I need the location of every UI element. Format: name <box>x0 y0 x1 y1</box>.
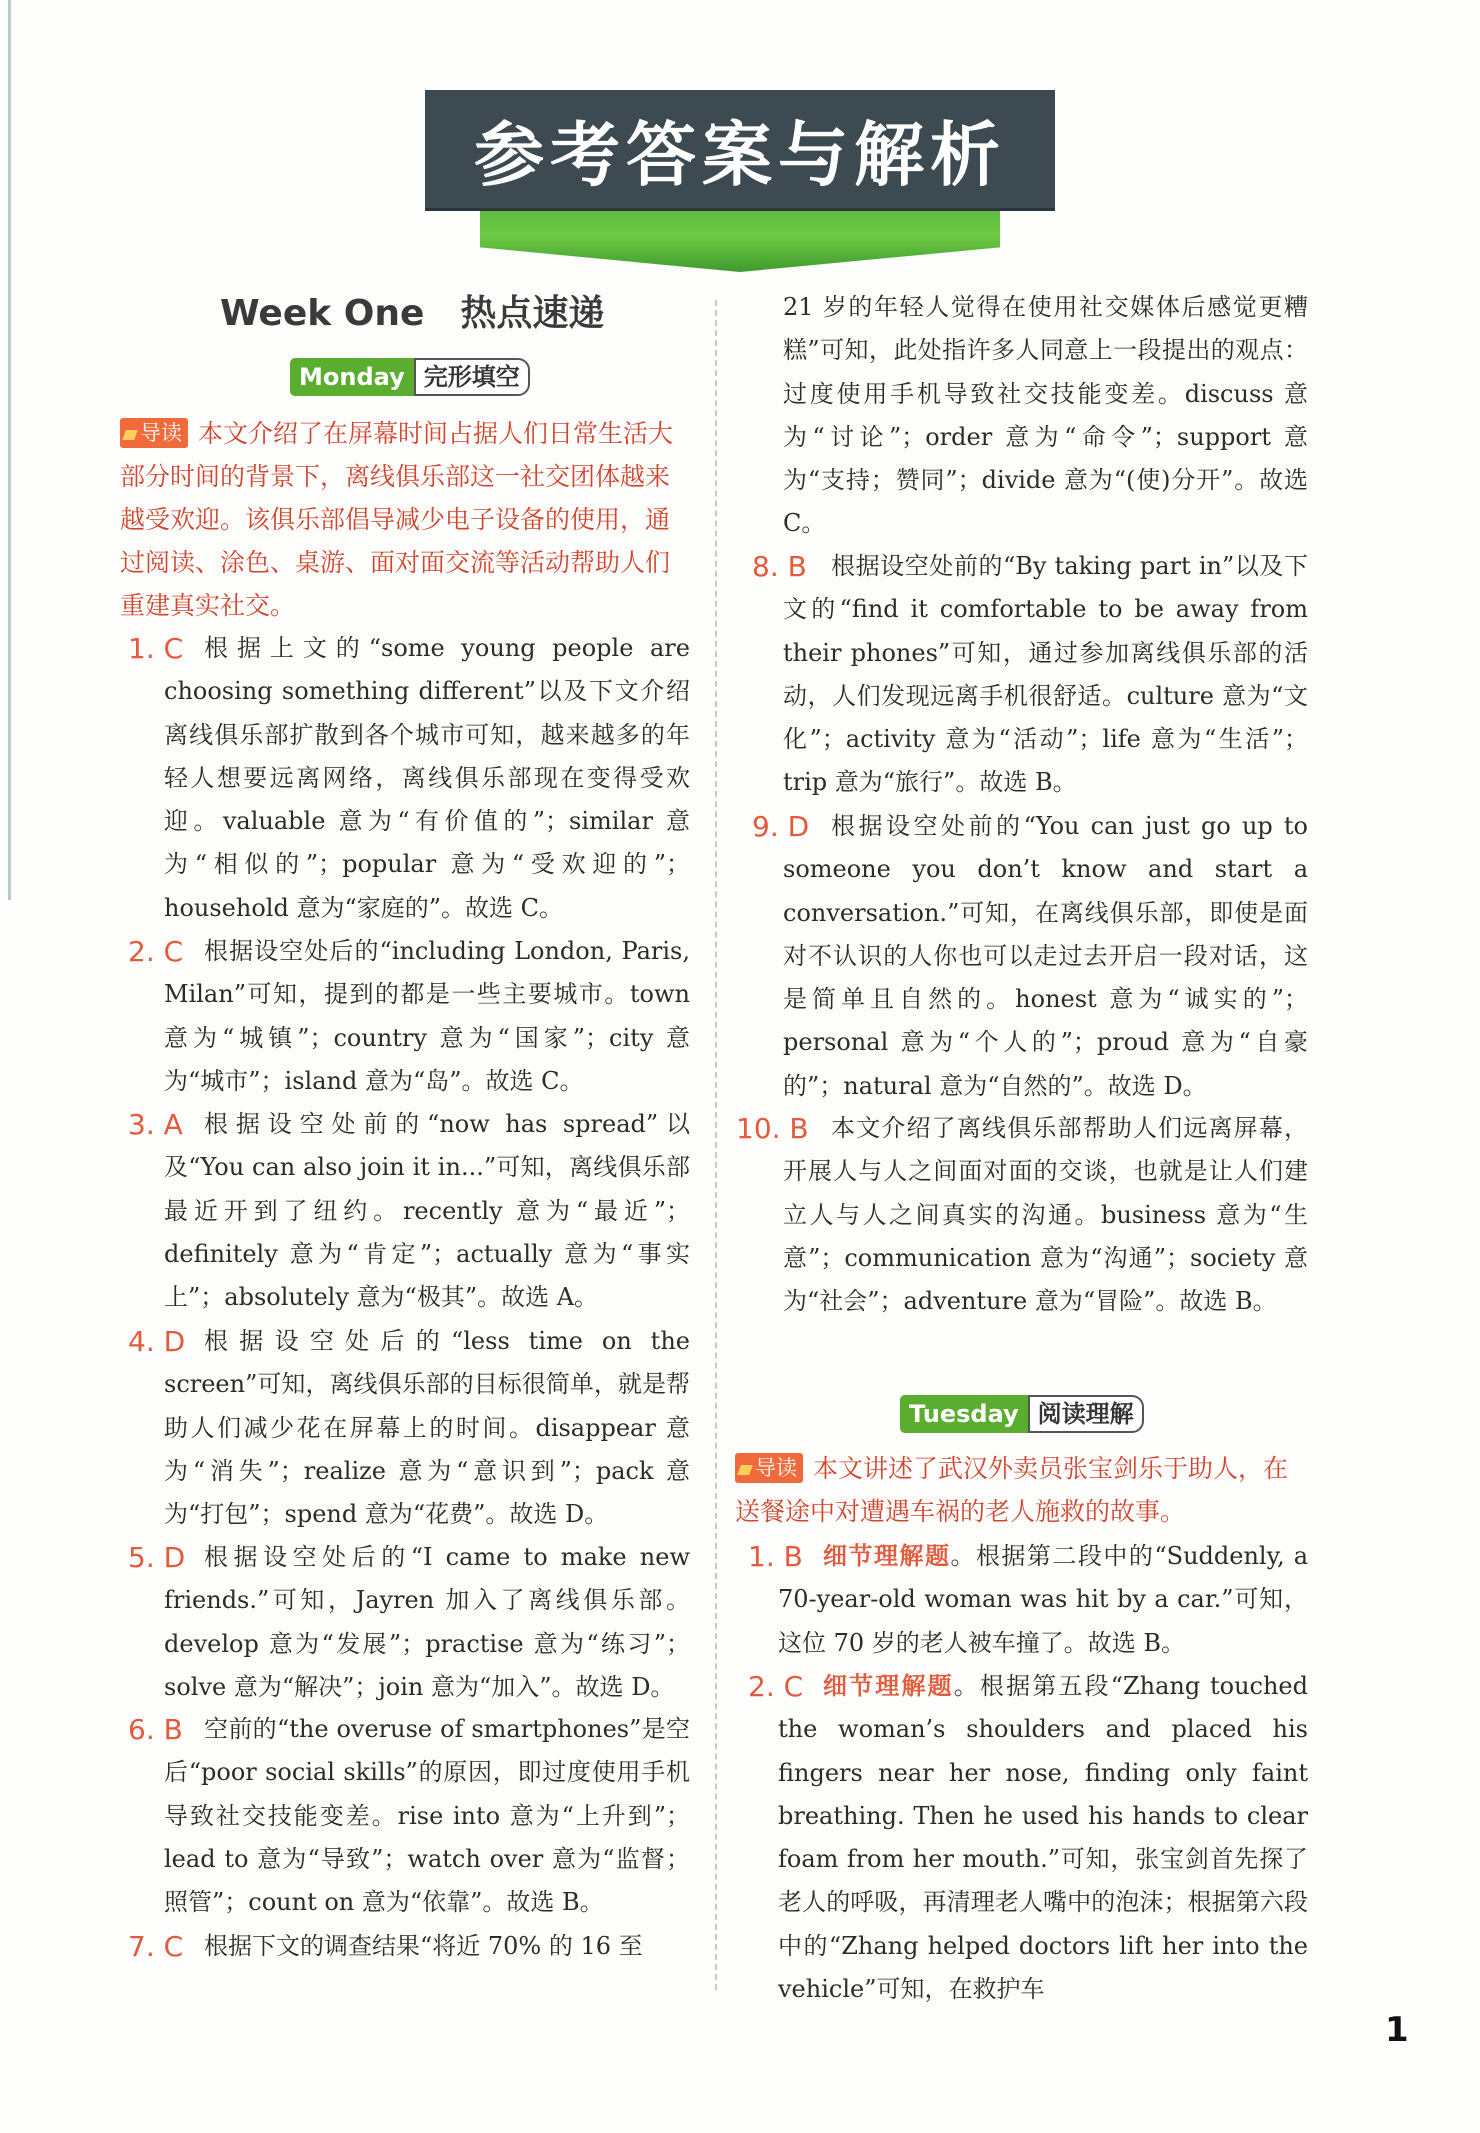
answer-number: 9. D <box>752 810 810 843</box>
answer-number: 3. A <box>128 1108 183 1141</box>
page-title: 参考答案与解析 <box>474 113 1006 196</box>
answer-item-4 <box>128 1320 690 1536</box>
answer-item-10 <box>736 1107 1308 1323</box>
answer-item-1 <box>128 627 690 930</box>
monday-guide <box>120 412 690 627</box>
week-title: Week One 热点速递 <box>220 293 605 334</box>
tuesday-day-label: Tuesday <box>900 1395 1028 1433</box>
answer-item-5 <box>128 1536 690 1709</box>
answer-item-3 <box>128 1103 690 1319</box>
answer-text: 细节理解题。根据第五段“Zhang touched the woman’s shoulders and placed his fingers near her nose, finding only faint breathing. Then he used his hands to clear foam from her mouth.”可知，张宝剑首先探了老人的呼吸，再清理老人嘴中的泡沫；根据第六段中的“Zhang helped doctors lift her into the vehicle”可知，在救护车 <box>778 1672 1308 2004</box>
answer-text: 细节理解题。根据第二段中的“Suddenly, a 70-year-old woman was hit by a car.”可知，这位 70 岁的老人被车撞了。故选 B。 <box>778 1542 1309 1657</box>
monday-day-label: Monday <box>290 358 414 396</box>
answer-text: 根据下文的调查结果“将近 70% 的 16 至 <box>204 1932 643 1960</box>
answer-text: 空前的“the overuse of smartphones”是空后“poor social skills”的原因，即过度使用手机导致社交技能变差。rise into 意为“上升到”；lead to 意为“导致”；watch over 意为“监督；照管”；count on 意为“依靠”。故选 B。 <box>164 1715 690 1917</box>
answer-number: 10. B <box>736 1112 809 1145</box>
answer-number: 4. D <box>128 1325 186 1358</box>
answer-item-7 <box>128 1925 690 1968</box>
answer-text: 根据设空处后的“less time on the screen”可知，离线俱乐部的目标很简单，就是帮助人们减少花在屏幕上的时间。disappear 意为“消失”；realize 意为“意识到”；pack 意为“打包”；spend 意为“花费”。故选 D。 <box>164 1327 690 1529</box>
answer-text: 根据上文的“some young people are choosing something different”以及下文介绍离线俱乐部扩散到各个城市可知，越来越多的年轻人想要远离网络，离线俱乐部现在变得受欢迎。valuable 意为“有价值的”；similar 意为“相似的”；popular 意为“受欢迎的”；household 意为“家庭的”。故选 C。 <box>164 634 690 922</box>
answer-text: 本文介绍了离线俱乐部帮助人们远离屏幕，开展人与人之间面对面的交谈，也就是让人们建立人与人之间真实的沟通。business 意为“生意”；communication 意为“沟通”；society 意为“社会”；adventure 意为“冒险”。故选 B。 <box>783 1114 1308 1316</box>
answer-item-6 <box>128 1708 690 1924</box>
monday-guide-text: 本文介绍了在屏幕时间占据人们日常生活大部分时间的背景下，离线俱乐部这一社交团体越来越受欢迎。该俱乐部倡导减少电子设备的使用，通过阅读、涂色、桌游、面对面交流等活动帮助人们重建真实社交。 <box>120 419 674 620</box>
answer-text: 根据设空处前的“now has spread”以及“You can also join it in...”可知，离线俱乐部最近开到了纽约。recently 意为“最近”；definitely 意为“肯定”；actually 意为“事实上”；absolutely 意为“极其”。故选 A。 <box>164 1110 690 1312</box>
page-number: 1 <box>1385 2010 1409 2050</box>
answer-number: 1. B <box>748 1540 803 1573</box>
guide-tag: 导读 <box>120 418 188 448</box>
guide-tag: 导读 <box>735 1453 803 1483</box>
answer-item-9 <box>752 805 1308 1108</box>
answer-number: 8. B <box>752 550 807 583</box>
tuesday-guide-text: 本文讲述了武汉外卖员张宝剑乐于助人，在送餐途中对遭遇车祸的老人施救的故事。 <box>735 1454 1289 1526</box>
answer-number: 2. C <box>128 935 184 968</box>
answer-number: 2. C <box>748 1670 804 1703</box>
monday-type-label: 完形填空 <box>414 358 530 396</box>
tuesday-badge <box>900 1395 1144 1433</box>
answer-text: 根据设空处后的“including London, Paris, Milan”可知，提到的都是一些主要城市。town 意为“城镇”；country 意为“国家”；city 意为“城市”；island 意为“岛”。故选 C。 <box>164 937 690 1095</box>
answer-item-2 <box>128 930 690 1103</box>
monday-badge <box>290 358 530 396</box>
question-type-label: 细节理解题 <box>823 1542 951 1570</box>
answer-number: 6. B <box>128 1713 183 1746</box>
pen-icon <box>122 430 138 440</box>
answer-number: 5. D <box>128 1541 186 1574</box>
column-divider <box>715 300 717 1990</box>
page-edge-line <box>8 0 11 900</box>
answer-item-7-continued: 21 岁的年轻人觉得在使用社交媒体后感觉更糟糕”可知，此处指许多人同意上一段提出的观点：过度使用手机导致社交技能变差。discuss 意为“讨论”；order 意为“命令”；support 意为“支持；赞同”；divide 意为“(使)分开”。故选 C。 <box>783 293 1308 538</box>
answer-number: 7. C <box>128 1930 184 1963</box>
tuesday-guide <box>735 1447 1310 1533</box>
question-type-label: 细节理解题 <box>823 1672 954 1700</box>
answer-item-8 <box>752 545 1308 805</box>
tuesday-type-label: 阅读理解 <box>1028 1395 1144 1433</box>
answer-number: 1. C <box>128 632 184 665</box>
answer-text: 根据设空处后的“I came to make new friends.”可知，Jayren 加入了离线俱乐部。develop 意为“发展”；practise 意为“练习”；solve 意为“解决”；join 意为“加入”。故选 D。 <box>164 1543 690 1701</box>
reading-item-1 <box>748 1535 1308 1665</box>
answer-text: 根据设空处前的“You can just go up to someone you don’t know and start a conversation.”可知，在离线俱乐部，即使是面对不认识的人你也可以走过去开启一段对话，这是简单且自然的。honest 意为“诚实的”；personal 意为“个人的”；proud 意为“自豪的”；natural 意为“自然的”。故选 D。 <box>783 812 1308 1100</box>
reading-item-2 <box>748 1665 1308 2011</box>
title-banner <box>425 90 1055 290</box>
answer-text: 根据设空处前的“By taking part in”以及下文的“find it comfortable to be away from their phones”可知，通过参加离线俱乐部的活动，人们发现远离手机很舒适。culture 意为“文化”；activity 意为“活动”；life 意为“生活”；trip 意为“旅行”。故选 B。 <box>783 552 1308 797</box>
pen-icon <box>737 1465 753 1475</box>
